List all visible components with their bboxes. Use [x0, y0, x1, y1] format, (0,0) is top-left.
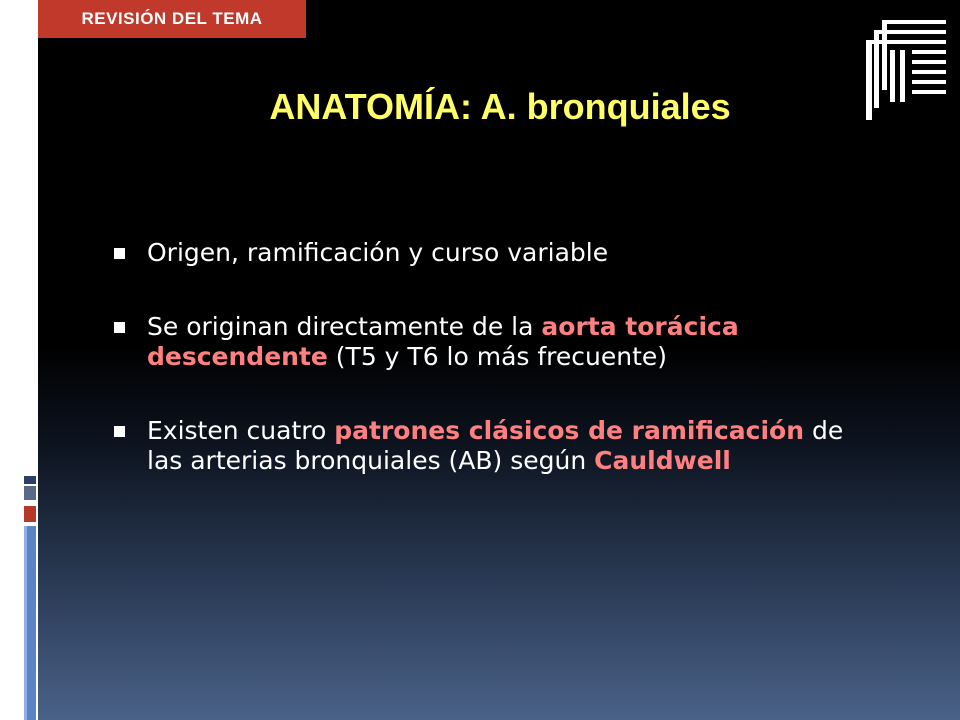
square-bullet-icon	[114, 248, 125, 259]
document-stack-icon	[860, 14, 950, 124]
section-tab-label: REVISIÓN DEL TEMA	[81, 9, 263, 28]
slide-title: ANATOMÍA: A. bronquiales	[269, 86, 731, 127]
highlight-text: patrones clásicos de ramificación	[334, 416, 805, 445]
bullet-text: Se originan directamente de la	[147, 312, 542, 341]
decor-line-2	[24, 486, 36, 500]
bullet-item	[110, 416, 870, 476]
section-tab	[38, 0, 306, 38]
left-decor-lines	[0, 470, 38, 720]
bullet-text: Origen, ramificación y curso variable	[147, 238, 609, 267]
bullet-text: Existen cuatro	[147, 416, 335, 445]
square-bullet-icon	[114, 426, 125, 437]
bullet-item	[110, 238, 870, 268]
bullet-list	[110, 238, 870, 520]
decor-line-1	[24, 476, 36, 484]
decor-line-5	[24, 526, 27, 720]
highlight-text: Cauldwell	[594, 446, 731, 475]
decor-line-3	[24, 506, 36, 522]
bullet-text: de las arterias bronquiales (AB) según	[147, 416, 844, 475]
highlight-text: aorta torácica descendente	[147, 312, 739, 371]
bullet-text: (T5 y T6 lo más frecuente)	[327, 342, 668, 371]
square-bullet-icon	[114, 322, 125, 333]
bullet-item	[110, 312, 870, 372]
